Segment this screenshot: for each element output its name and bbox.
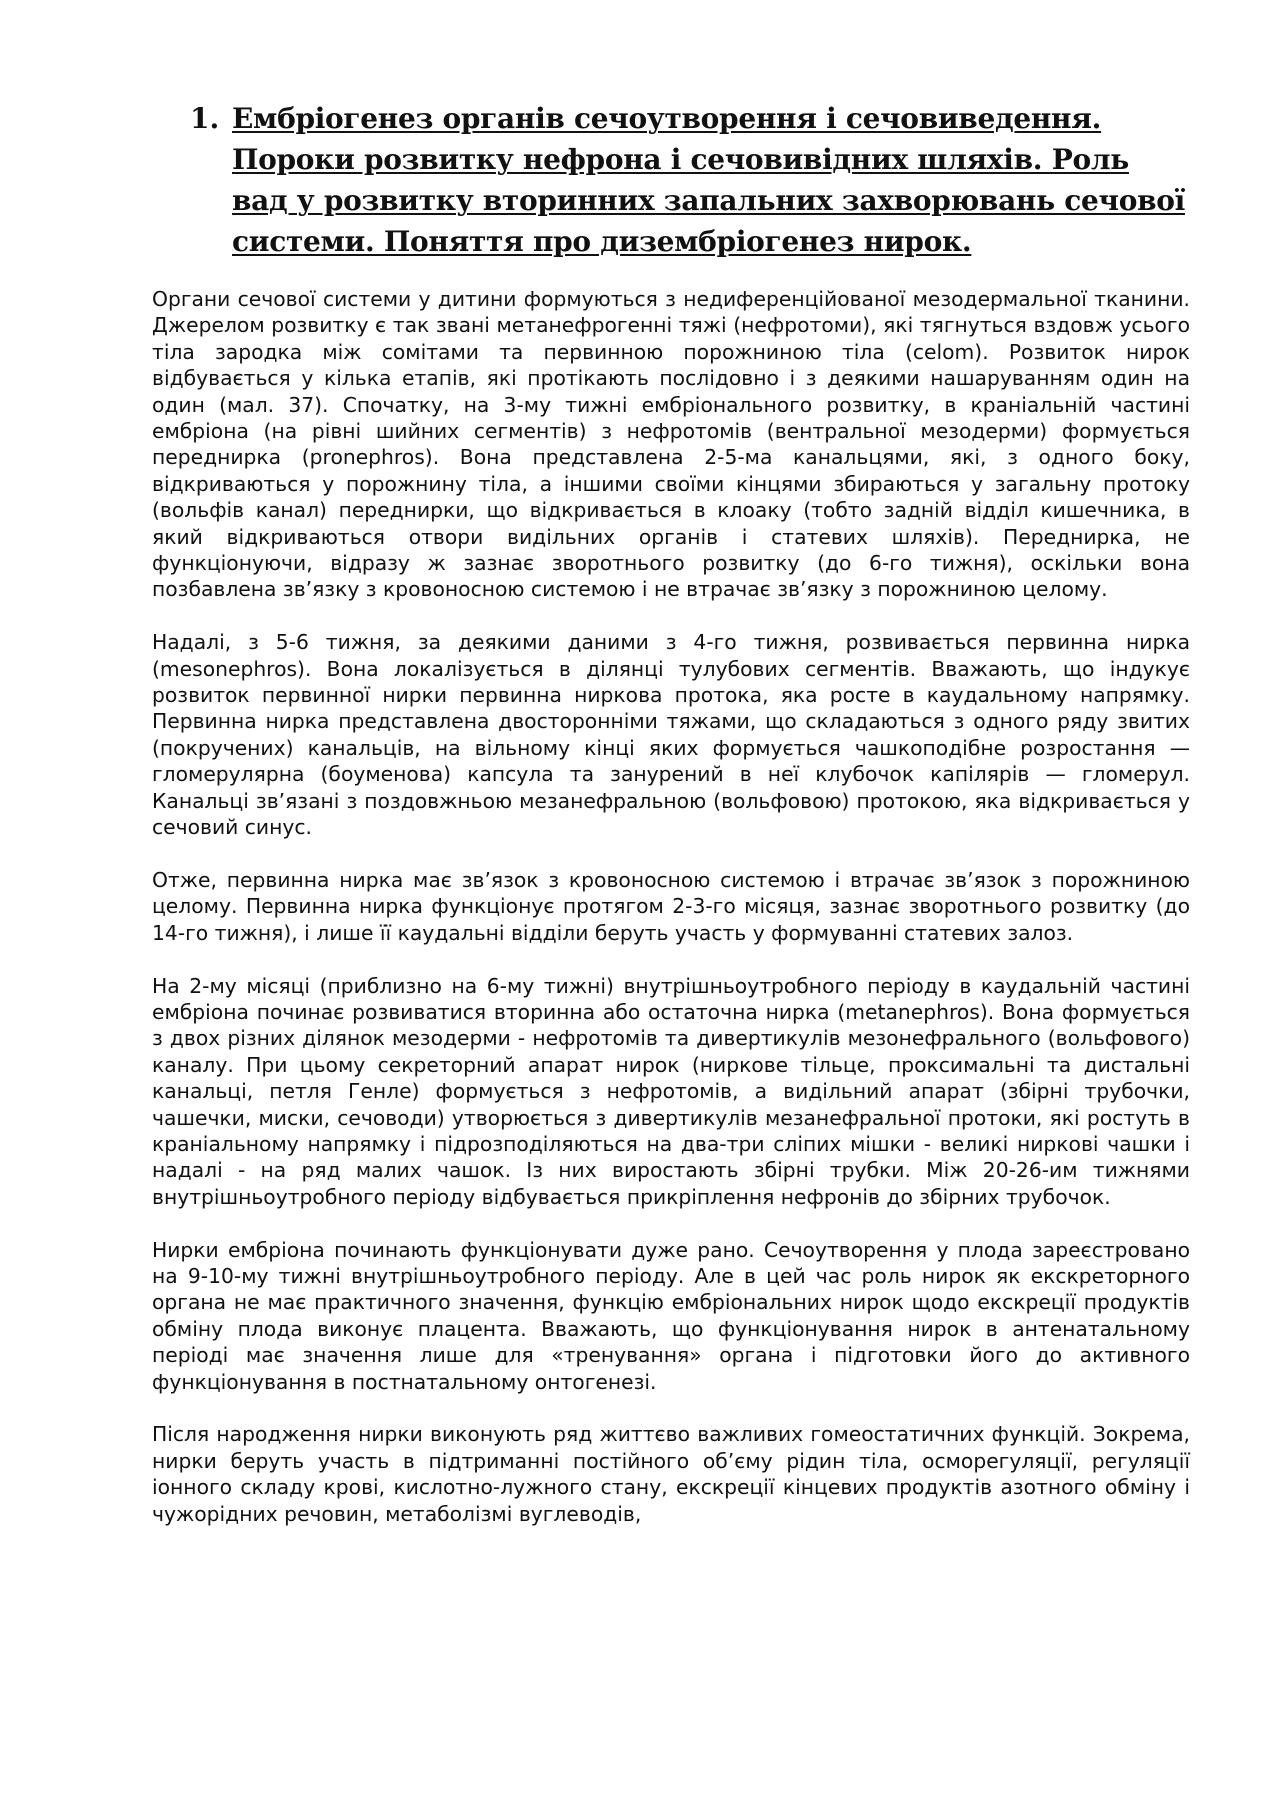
paragraph: Надалі, з 5-6 тижня, за деякими даними з 4-го тижня, розвивається первинна нирка (mesonephros). Вона локалізується в ділянці тулубових сегментів. Вважають, що індукує розвиток первинної нирки первинна ниркова протока, яка росте в каудальному напрямку. Первинна нирка представлена двосторонніми тяжами, що складаються з одного ряду звитих (покручених) канальців, на вільному кінці яких формується чашкоподібне розростання — гломерулярна (боуменова) капсула та занурений в неї клубочок капілярів — гломерул. Канальці зв’язані з поздовжньою мезанефральною (вольфовою) протокою, яка відкривається у сечовий синус. [152, 630, 1190, 840]
paragraph: На 2-му місяці (приблизно на 6-му тижні) внутрішньоутробного періоду в каудальній частині ембріона починає розвиватися вторинна або остаточна нирка (metanephros). Вона формується з двох різних ділянок мезодерми - нефротомів та дивертикулів мезонефрального (вольфового) каналу. При цьому секреторний апарат нирок (ниркове тільце, проксимальні та дистальні канальці, петля Генле) формується з нефротомів, а видільний апарат (збірні трубочки, чашечки, миски, сечоводи) утворюється з дивертикулів мезанефральної протоки, які ростуть в краніальному напрямку і підрозподіляються на два-три сліпих мішки - великі ниркові чашки і надалі - на ряд малих чашок. Із них виростають збірні трубки. Між 20-26-им тижнями внутрішньоутробного періоду відбувається прикріплення нефронів до збірних трубочок. [152, 973, 1190, 1209]
paragraph: Нирки ембріона починають функціонувати дуже рано. Сечоутворення у плода зареєстровано на 9-10-му тижні внутрішньоутробного періоду. Але в цей час роль нирок як екскреторного органа не має практичного значення, функцію ембріональних нирок щодо екскреції продуктів обміну плода виконує плацента. Вважають, що функціонування нирок в антенатальному періоді має значення лише для «тренування» органа і підготовки його до активного функціонування в постнатальному онтогенезі. [152, 1237, 1190, 1394]
paragraph-last: Після народження нирки виконують ряд життєво важливих гомеостатичних функцій. Зокрема, нирки беруть участь в підтриманні постійного об’єму рідин тіла, осморегуляції, регуляції іонного складу крові, кислотно-лужного стану, екскреції кінцевих продуктів азотного обміну і чужорідних речовин, метаболізмі вуглеводів, [152, 1422, 1190, 1526]
paragraph: Органи сечової системи у дитини формуються з недиференційованої мезодермальної тканини. Джерелом розвитку є так звані метанефрогенні тяжі (нефротоми), які тягнуться вздовж усього тіла зародка між сомітами та первинною порожниною тіла (celom). Розвиток нирок відбувається у кілька етапів, які протікають послідовно і з деякими нашаруванням один на один (мал. 37). Спочатку, на 3-му тижні ембріонального розвитку, в краніальній частині ембріона (на рівні шийних сегментів) з нефротомів (вентральної мезодерми) формується переднирка (pronephros). Вона представлена 2-5-ма канальцями, які, з одного боку, відкриваються у порожнину тіла, а іншими своїми кінцями збираються у загальну протоку (вольфів канал) переднирки, що відкривається в клоаку (тобто задній відділ кишечника, в який відкриваються отвори видільних органів і статевих шляхів). Переднирка, не функціонуючи, відразу ж зазнає зворотнього розвитку (до 6-го тижня), оскільки вона позбавлена зв’язку з кровоносною системою і не втрачає зв’язку з порожниною целому. [152, 287, 1190, 602]
paragraph: Отже, первинна нирка має зв’язок з кровоносною системою і втрачає зв’язок з порожниною целому. Первинна нирка функціонує протягом 2-3-го місяця, зазнає зворотнього розвитку (до 14-го тижня), і лише її каудальні відділи беруть участь у формуванні статевих залоз. [152, 867, 1190, 945]
heading-number: 1. [190, 102, 220, 135]
body-text [152, 286, 1190, 1527]
heading-title: Ембріогенез органів сечоутворення і сечовиведення. Пороки розвитку нефрона і сечовивідних шляхів. Роль вад у розвитку вторинних запальних захворювань сечової системи. Поняття про дизембріогенез нирок. [232, 102, 1185, 258]
section-heading [190, 98, 1190, 262]
